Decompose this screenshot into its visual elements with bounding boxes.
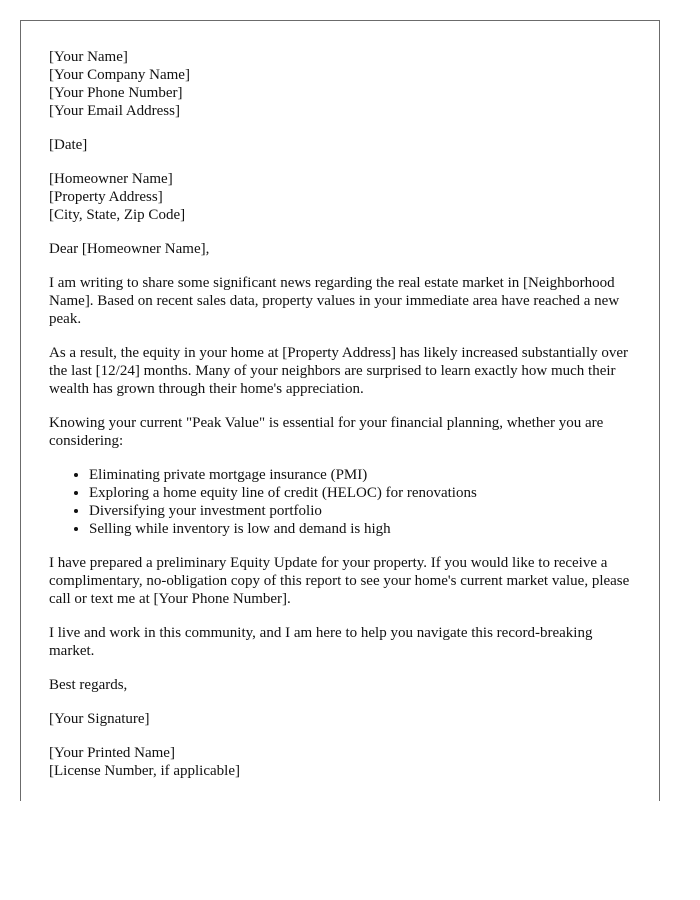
sender-block [49, 48, 639, 120]
paragraph-market-news: I am writing to share some significant news regarding the real estate market in [Neighborhood Name]. Based on recent sales data, property values in your immediate area have reached a new peak. [49, 275, 620, 327]
paragraph-equity-update-offer: I have prepared a preliminary Equity Update for your property. If you would like to receive a complimentary, no-obligation copy of this report to see your home's current market value, please call or text me at [Your Phone Number]. [49, 555, 630, 607]
closing: Best regards, [49, 677, 128, 693]
paragraph-community: I live and work in this community, and I am here to help you navigate this record-breaking market. [49, 625, 593, 659]
salutation: Dear [Homeowner Name], [49, 241, 210, 257]
options-list [49, 466, 639, 538]
paragraph-equity-increase: As a result, the equity in your home at [Property Address] has likely increased substantially over the last [12/24] months. Many of your neighbors are surprised to learn exactly how much their wealth has grown through their home's appreciation. [49, 345, 629, 397]
sender-name: [Your Name] [49, 49, 128, 65]
printed-name: [Your Printed Name] [49, 745, 175, 761]
printed-name-block [49, 744, 639, 780]
signature: [Your Signature] [49, 711, 150, 727]
date-block [49, 136, 639, 154]
license-number: [License Number, if applicable] [49, 763, 240, 779]
list-item: • Selling while inventory is low and demand is high [89, 520, 639, 538]
list-item: • Eliminating private mortgage insurance (PMI) [89, 466, 639, 484]
sender-company: [Your Company Name] [49, 67, 190, 83]
recipient-block [49, 170, 639, 224]
list-item: • Exploring a home equity line of credit (HELOC) for renovations [89, 484, 639, 502]
recipient-city-state-zip: [City, State, Zip Code] [49, 207, 186, 223]
recipient-name: [Homeowner Name] [49, 171, 173, 187]
paragraph-peak-value: Knowing your current "Peak Value" is essential for your financial planning, whether you are considering: [49, 415, 604, 449]
letter-date: [Date] [49, 137, 88, 153]
letter-body [49, 48, 639, 780]
sender-phone: [Your Phone Number] [49, 85, 183, 101]
recipient-address: [Property Address] [49, 189, 163, 205]
list-item: • Diversifying your investment portfolio [89, 502, 639, 520]
sender-email: [Your Email Address] [49, 103, 180, 119]
